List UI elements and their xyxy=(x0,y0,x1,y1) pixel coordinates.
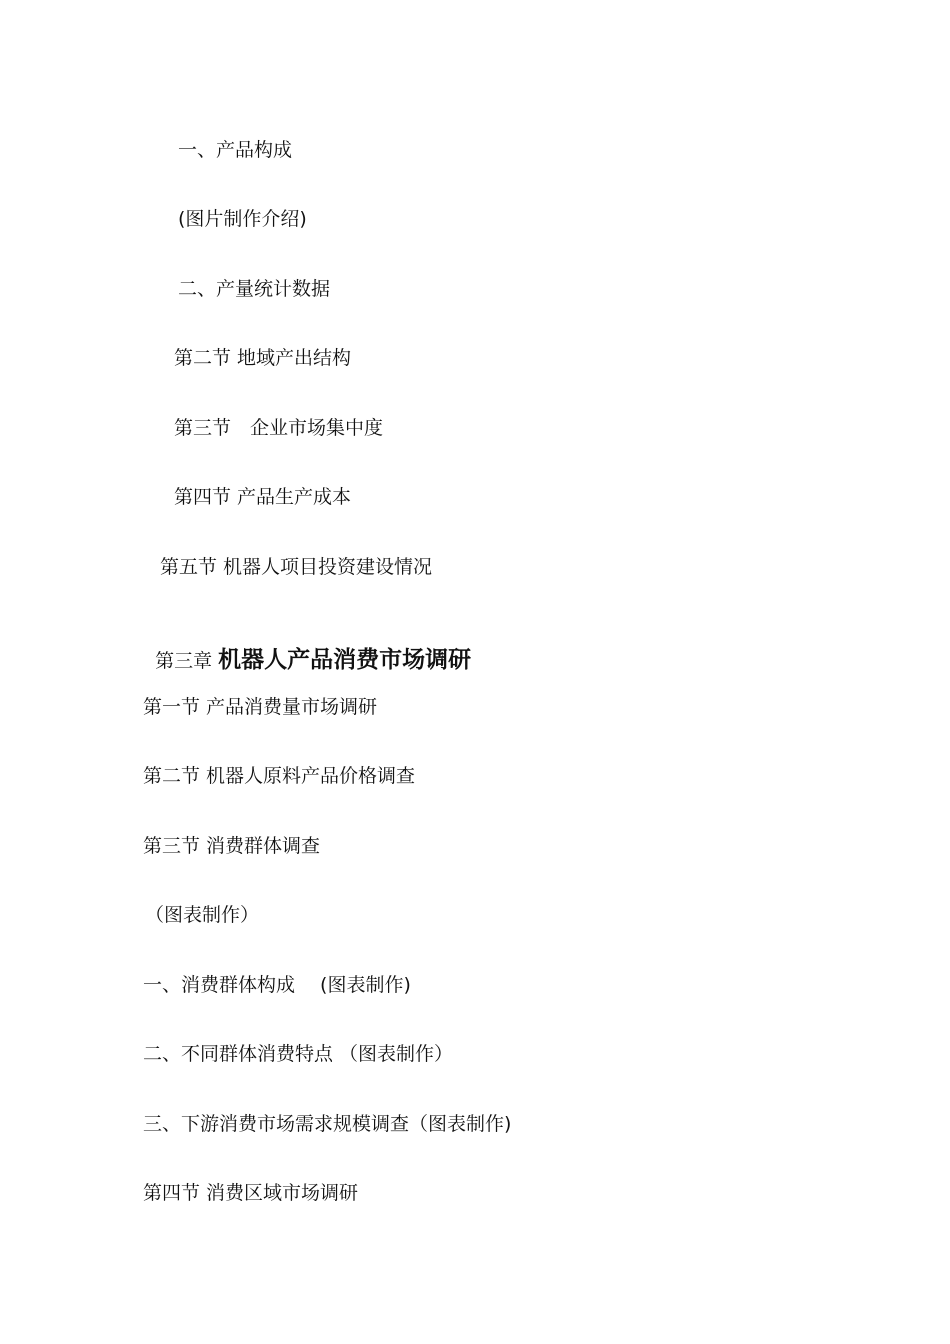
toc-section-production-cost: 第四节 产品生产成本 xyxy=(174,486,352,508)
toc-item-downstream-demand: 三、下游消费市场需求规模调查（图表制作) xyxy=(143,1113,512,1135)
toc-note-image-intro: (图片制作介绍) xyxy=(178,208,307,230)
chapter-title: 机器人产品消费市场调研 xyxy=(218,647,472,673)
chapter-number: 第三章 xyxy=(155,650,219,672)
toc-item-output-statistics: 二、产量统计数据 xyxy=(178,278,331,300)
toc-section-regional-output: 第二节 地域产出结构 xyxy=(174,347,352,369)
toc-section-raw-material-price: 第二节 机器人原料产品价格调查 xyxy=(143,765,416,787)
toc-section-investment: 第五节 机器人项目投资建设情况 xyxy=(160,556,433,578)
toc-item-product-composition: 一、产品构成 xyxy=(178,139,293,161)
toc-section-consumer-groups: 第三节 消费群体调查 xyxy=(143,835,321,857)
chapter-heading xyxy=(143,624,471,673)
toc-section-market-concentration: 第三节 企业市场集中度 xyxy=(174,417,384,439)
toc-note-chart-making: （图表制作） xyxy=(145,904,260,926)
toc-item-consumer-composition: 一、消费群体构成 (图表制作) xyxy=(143,974,411,996)
toc-section-regional-consumption: 第四节 消费区域市场调研 xyxy=(143,1182,359,1204)
toc-item-group-characteristics: 二、不同群体消费特点 （图表制作） xyxy=(143,1043,454,1065)
toc-section-consumption-volume: 第一节 产品消费量市场调研 xyxy=(143,696,378,718)
